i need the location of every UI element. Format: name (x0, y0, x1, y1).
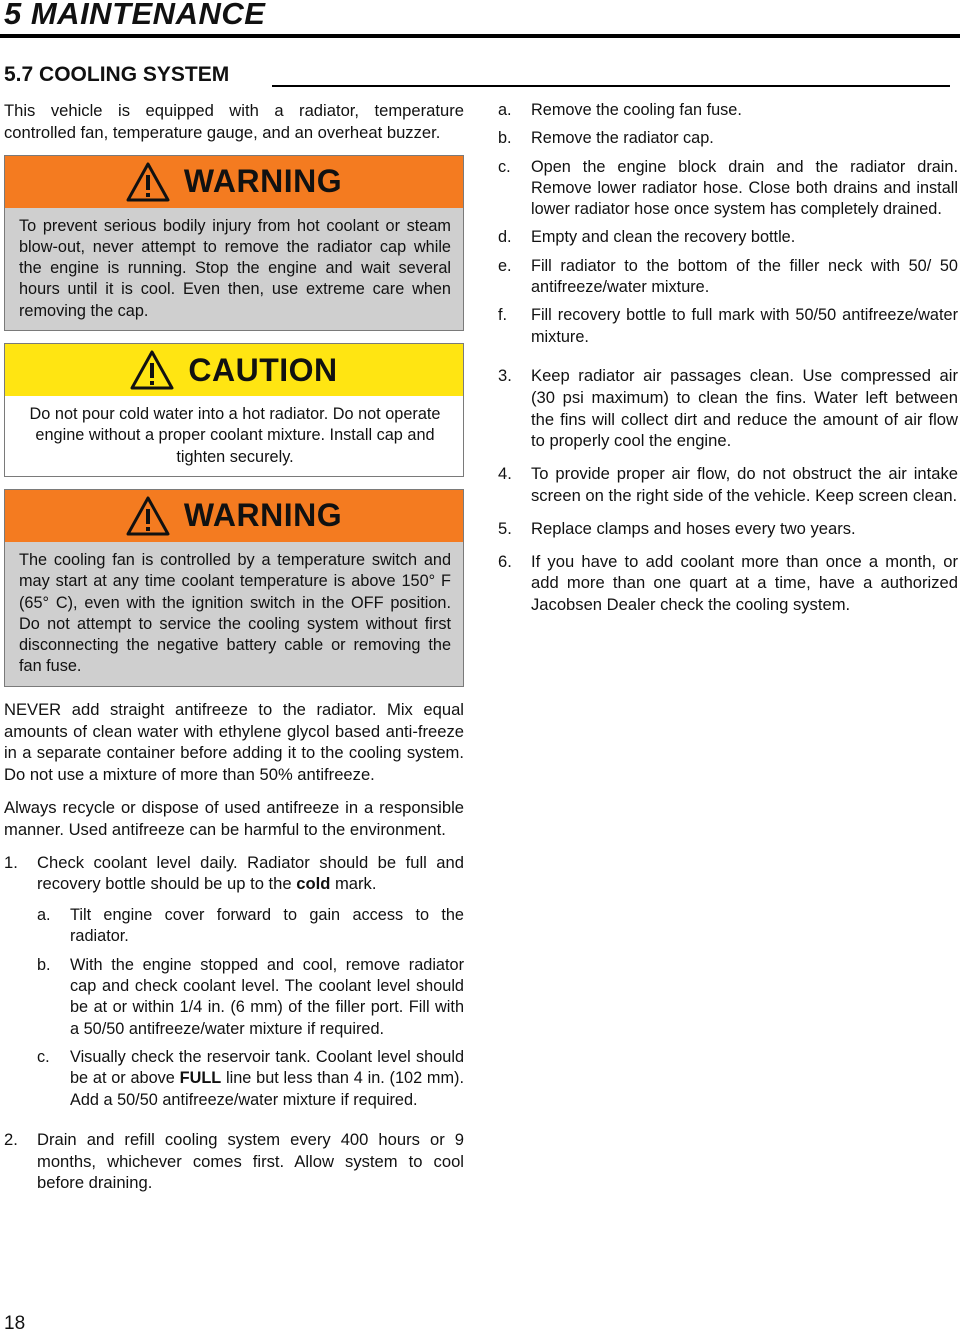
left-column (4, 100, 464, 1205)
page-number: 18 (4, 1313, 26, 1334)
warning-label: WARNING (183, 163, 343, 200)
warning-header (5, 490, 463, 542)
sub-step: d. Empty and clean the recovery bottle. (498, 228, 796, 247)
step-4: 4. To provide proper air flow, do not obstruct the air intake screen on the right side of the vehicle. Keep screen clean. (498, 464, 958, 505)
step-6: 6. If you have to add coolant more than once a month, or add more than one quart at a time, have a authorized Jacobsen Dealer check the cooling system. (498, 551, 958, 615)
sub-step: f. Fill recovery bottle to full mark with 50/50 antifreeze/water mixture. (498, 306, 958, 346)
section-heading (4, 63, 950, 91)
caution-triangle-icon (130, 350, 174, 390)
caution-text: Do not pour cold water into a hot radiator. Do not operate engine without a proper coolant mixture. Install cap and tighten securely. (29, 405, 441, 466)
warning-triangle-icon (126, 496, 170, 536)
caution-label: CAUTION (188, 351, 338, 388)
antifreeze-paragraph: NEVER add straight antifreeze to the radiator. Mix equal amounts of clean water with ethylene glycol based anti-freeze in a separate container before adding it to the cooling system. Do not use a mixture of more than 50% antifreeze. (4, 699, 464, 785)
step-text: Check coolant level daily. Radiator should be full and recovery bottle should be up to the cold mark. (37, 852, 464, 894)
warning-text: To prevent serious bodily injury from hot coolant or steam blow-out, never attempt to remove the radiator cap while the engine is running. Stop the engine and wait several hours until it is cool. Even then, use extreme care when removing the cap. (19, 216, 451, 320)
drain-sub-step-list (498, 100, 958, 348)
sub-step: c. Open the engine block drain and the radiator drain. Remove lower radiator hose. Close both drains and install lower radiator hose once system has completely drained. (498, 157, 958, 219)
sub-step: a. Tilt engine cover forward to gain access to the radiator. (37, 906, 464, 946)
step-text: Drain and refill cooling system every 400 hours or 9 months, whichever comes first. Allow system to cool before draining. (37, 1129, 464, 1193)
intro-paragraph: This vehicle is equipped with a radiator, temperature controlled fan, temperature gauge, and an overheat buzzer. (4, 101, 464, 142)
step-number: 2. (4, 1129, 18, 1149)
sub-step: c. Visually check the reservoir tank. Coolant level should be at or above FULL line but less than 4 in. (102 mm). Add a 50/50 antifreeze/water mixture if required. (37, 1047, 464, 1109)
step-3: 3. Keep radiator air passages clean. Use compressed air (30 psi maximum) to clean the fins. Water left between the fins will collect dirt and reduce the amount of air flow to properly cool the engine. (498, 365, 958, 451)
section-title: 5.7 COOLING SYSTEM (4, 63, 230, 86)
step-1 (4, 852, 464, 1118)
page-header (0, 0, 960, 38)
caution-header (5, 344, 463, 396)
warning-triangle-icon (126, 162, 170, 202)
sub-step: a. Remove the cooling fan fuse. (498, 101, 742, 119)
warning-box-hot-coolant (4, 155, 464, 331)
warning-header (5, 156, 463, 208)
warning-label: WARNING (183, 497, 343, 534)
step-2 (4, 1129, 464, 1194)
section-rule (272, 85, 950, 87)
warning-box-cooling-fan (4, 489, 464, 687)
chapter-title: 5 MAINTENANCE (4, 0, 266, 31)
sub-step-list (37, 905, 464, 1111)
recycle-paragraph: Always recycle or dispose of used antifreeze in a responsible manner. Used antifreeze can be harmful to the environment. (4, 797, 464, 839)
caution-box (4, 343, 464, 477)
right-column (498, 100, 958, 627)
step-5: 5. Replace clamps and hoses every two years. (498, 518, 856, 538)
warning-text: The cooling fan is controlled by a temperature switch and may start at any time coolant temperature is above 150° F (65° C), even with the ignition switch in the OFF position. Do not attempt to service the cooling system without first disconnecting the negative battery cable or removing the fan fuse. (19, 550, 451, 676)
sub-step: b. Remove the radiator cap. (498, 129, 714, 148)
sub-step: b. With the engine stopped and cool, remove radiator cap and check coolant level. The coolant level should be at or within 1/4 in. (6 mm) of the filler port. Fill with a 50/50 antifreeze/water mixture if required. (37, 955, 464, 1038)
step-number: 1. (4, 852, 18, 872)
sub-step: e. Fill radiator to the bottom of the filler neck with 50/ 50 antifreeze/water mixture. (498, 256, 958, 297)
